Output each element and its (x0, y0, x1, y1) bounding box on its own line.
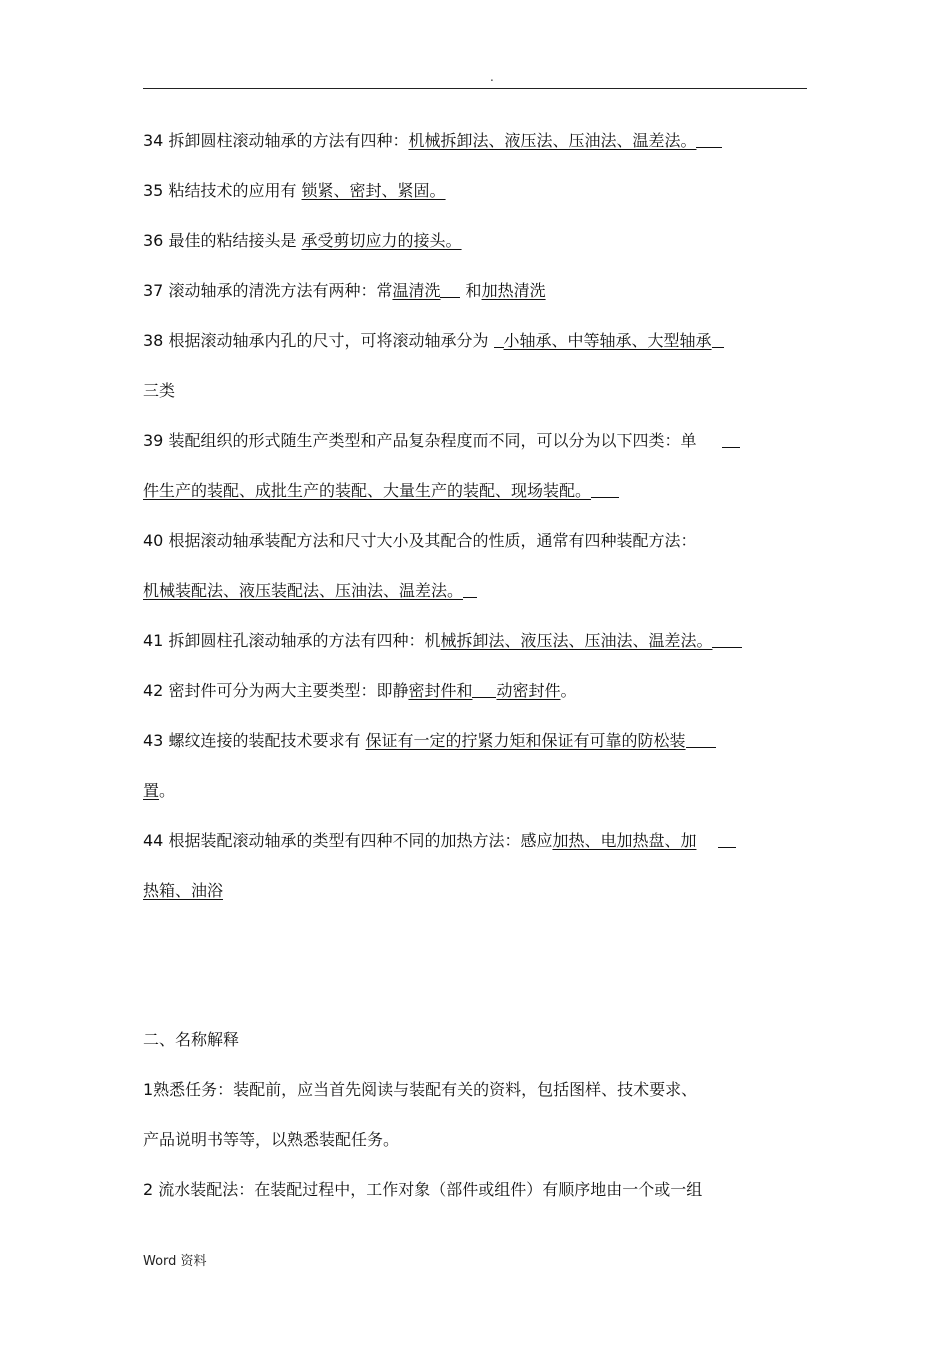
answer-blank (686, 731, 716, 748)
item-38-prompt: 38 根据滚动轴承内孔的尺寸，可将滚动轴承分为 (143, 331, 494, 350)
item-38-suffix: 三类 (143, 381, 176, 400)
answer-blank (712, 631, 742, 648)
term-1-line-2: 产品说明书等等，以熟悉装配任务。 (143, 1130, 400, 1149)
term-2-line-1: 2 流水装配法：在装配过程中，工作对象（部件或组件）有顺序地由一个或一组 (143, 1180, 703, 1199)
item-43-answer-end: 置 (143, 781, 160, 800)
item-36-answer: 承受剪切应力的接头。 (301, 231, 462, 250)
item-44 (143, 830, 807, 852)
answer-blank (440, 281, 460, 298)
item-44-continued (143, 880, 807, 902)
item-35-answer: 锁紧、密封、紧固。 (301, 181, 446, 200)
item-38-continued (143, 380, 807, 402)
answer-blank (712, 331, 724, 348)
answer-blank (463, 581, 477, 598)
item-43-continued (143, 780, 807, 802)
header-mark: . (490, 70, 494, 84)
item-40-prompt: 40 根据滚动轴承装配方法和尺寸大小及其配合的性质，通常有四种装配方法： (143, 531, 697, 550)
item-38 (143, 330, 807, 352)
item-40-continued (143, 580, 807, 602)
item-40 (143, 530, 807, 552)
item-38-answer: 小轴承、中等轴承、大型轴承 (503, 331, 712, 350)
item-42-suffix: 。 (560, 681, 577, 700)
item-39-prompt: 39 装配组织的形式随生产类型和产品复杂程度而不同，可以分为以下四类：单 (143, 431, 697, 450)
item-36 (143, 230, 807, 252)
item-34-prompt: 34 拆卸圆柱滚动轴承的方法有四种： (143, 131, 409, 150)
item-41 (143, 630, 807, 652)
item-39-answer: 件生产的装配、成批生产的装配、大量生产的装配、现场装配。 (143, 481, 592, 500)
item-43 (143, 730, 807, 752)
item-37 (143, 280, 807, 302)
answer-blank (722, 431, 740, 448)
item-39 (143, 430, 807, 452)
item-41-prompt: 41 拆卸圆柱孔滚动轴承的方法有四种：机 (143, 631, 441, 650)
item-42-answer-b: 动密封件 (496, 681, 561, 700)
answer-blank (472, 681, 496, 698)
item-39-continued (143, 480, 807, 502)
item-43-answer: 保证有一定的拧紧力矩和保证有可靠的防松装 (365, 731, 686, 750)
answer-blank (494, 331, 504, 348)
item-43-prompt: 43 螺纹连接的装配技术要求有 (143, 731, 366, 750)
item-43-suffix: 。 (159, 781, 176, 800)
item-34-answer: 机械拆卸法、液压法、压油法、温差法。 (408, 131, 697, 150)
item-42 (143, 680, 807, 702)
item-42-prompt: 42 密封件可分为两大主要类型：即静 (143, 681, 409, 700)
header-rule (143, 88, 807, 89)
item-37-answer-a: 温清洗 (392, 281, 441, 300)
item-36-prompt: 36 最佳的粘结接头是 (143, 231, 302, 250)
answer-blank (696, 131, 722, 148)
term-1-line-1: 1熟悉任务：装配前，应当首先阅读与装配有关的资料，包括图样、技术要求、 (143, 1080, 698, 1099)
item-40-answer: 机械装配法、液压装配法、压油法、温差法。 (143, 581, 464, 600)
item-37-answer-b: 加热清洗 (481, 281, 546, 300)
item-44-answer: 加热、电加热盘、加 (552, 831, 697, 850)
page-footer: Word 资料 (143, 1254, 207, 1269)
answer-blank (591, 481, 619, 498)
section-heading: 二、名称解释 (143, 1030, 240, 1049)
item-35-prompt: 35 粘结技术的应用有 (143, 181, 302, 200)
item-37-connector: 和 (460, 281, 482, 300)
item-37-prompt: 37 滚动轴承的清洗方法有两种：常 (143, 281, 393, 300)
answer-blank (718, 831, 736, 848)
item-42-answer-a: 密封件和 (408, 681, 473, 700)
item-44-answer-end: 热箱、油浴 (143, 881, 224, 900)
item-41-answer: 械拆卸法、液压法、压油法、温差法。 (440, 631, 713, 650)
item-35 (143, 180, 807, 202)
item-44-prompt: 44 根据装配滚动轴承的类型有四种不同的加热方法：感应 (143, 831, 553, 850)
item-34 (143, 130, 807, 152)
